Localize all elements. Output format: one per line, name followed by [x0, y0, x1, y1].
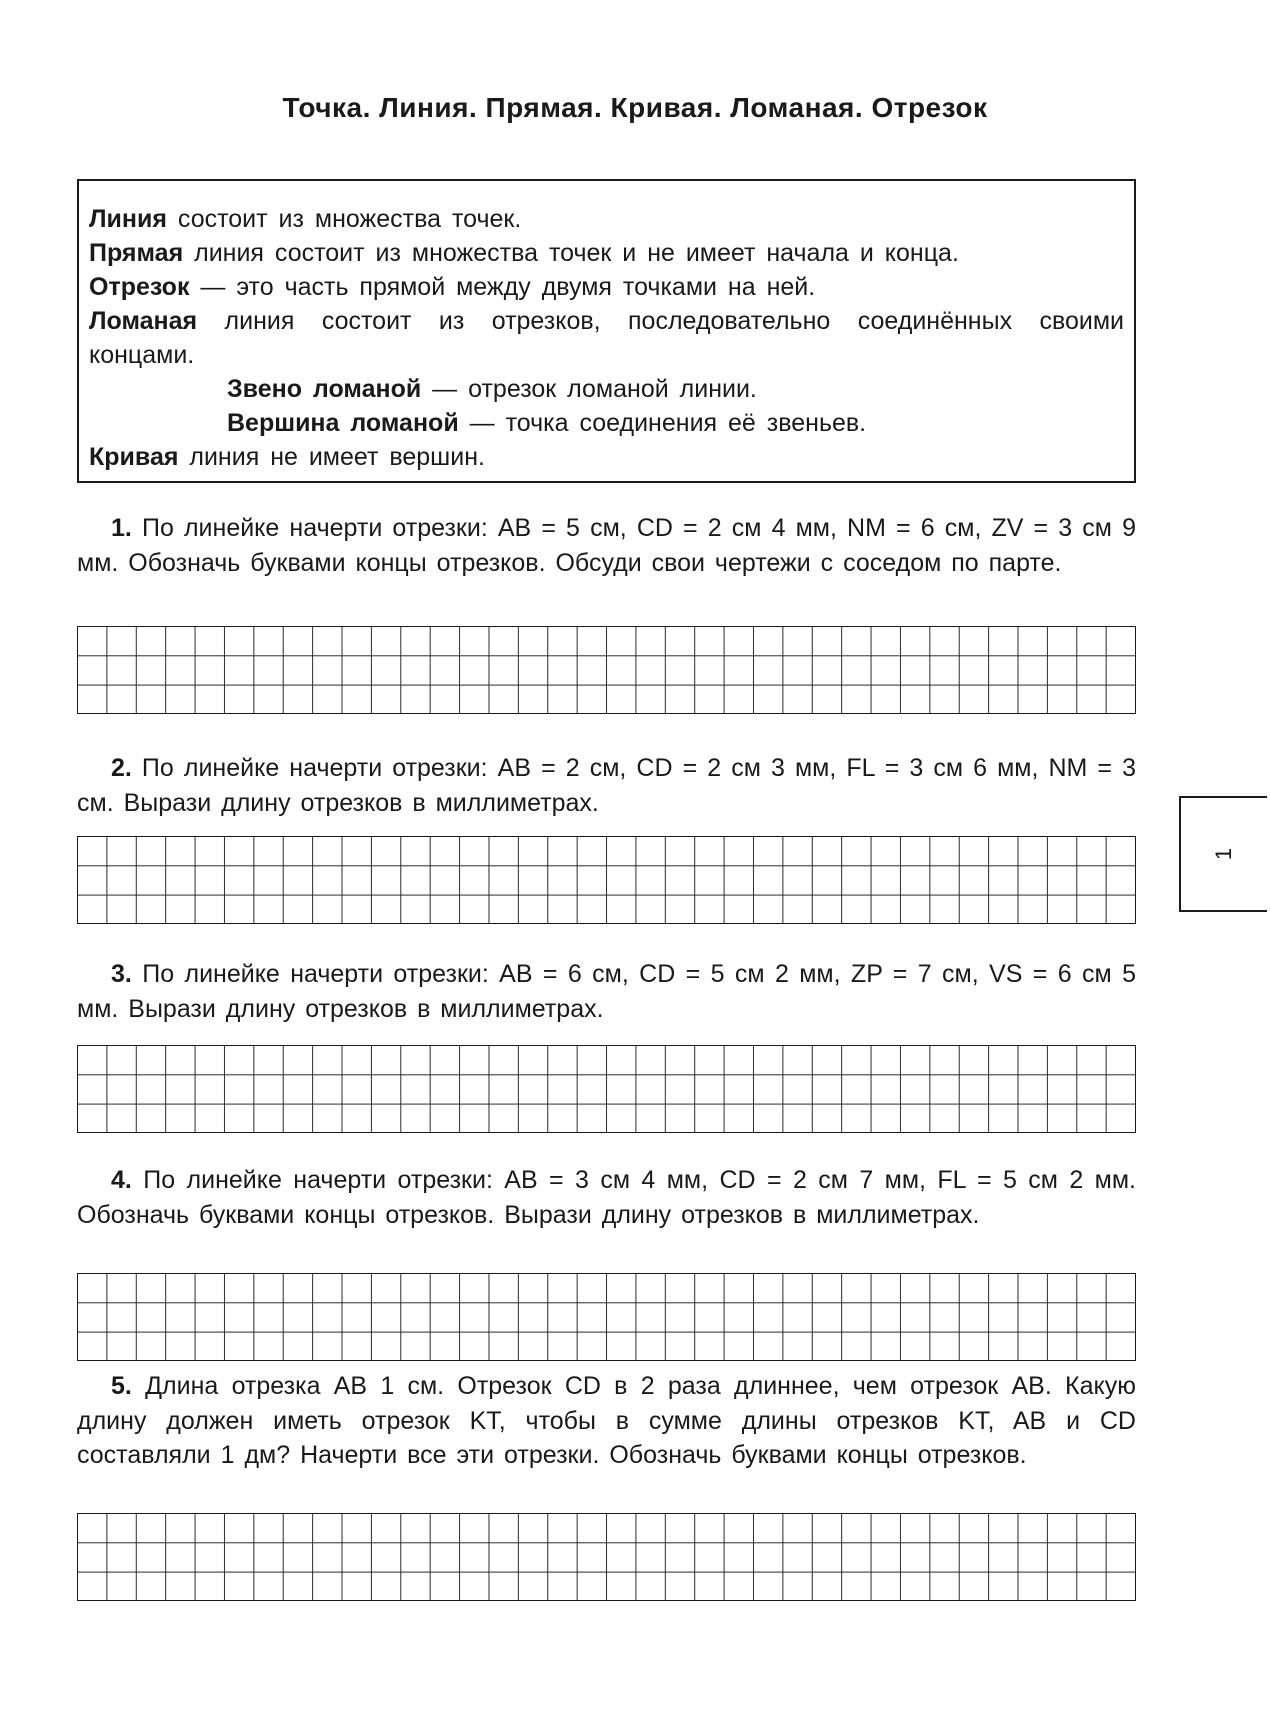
definition-term: Кривая [89, 443, 179, 471]
answer-grid-4[interactable] [77, 1273, 1136, 1361]
definition-line [89, 236, 1124, 270]
definition-line [89, 202, 1124, 236]
page-title: Точка. Линия. Прямая. Кривая. Ломаная. Отрезок [282, 92, 988, 123]
section-tab-label: 1 [1211, 847, 1236, 861]
definition-line [89, 372, 1124, 406]
answer-grid-5[interactable] [77, 1513, 1136, 1601]
task-1 [77, 511, 1136, 580]
definition-term: Отрезок [89, 273, 190, 301]
task-number: 1. [111, 514, 132, 542]
task-4 [77, 1163, 1136, 1232]
definition-term: Звено ломаной [227, 375, 422, 403]
task-number: 5. [111, 1372, 132, 1400]
task-text: По линейке начерти отрезки: AB = 6 см, CD = 5 см 2 мм, ZP = 7 см, VS = 6 см 5 мм. Вырази длину отрезков в миллиметрах. [77, 960, 1136, 1023]
task-text: Длина отрезка AB 1 см. Отрезок CD в 2 раза длиннее, чем отрезок AB. Какую длину должен иметь отрезок KT, чтобы в сумме длины отрезков KT, AB и CD составляли 1 дм? Начерти все эти отрезки. Обозначь буквами концы отрезков. [77, 1372, 1136, 1469]
definition-text: линия состоит из множества точек и не имеет начала и конца. [183, 239, 959, 267]
definition-line [89, 270, 1124, 304]
definition-text: линия не имеет вершин. [178, 443, 485, 471]
definition-line [89, 440, 1124, 474]
answer-grid-1[interactable] [77, 626, 1136, 714]
task-text: По линейке начерти отрезки: AB = 5 см, CD = 2 см 4 мм, NM = 6 см, ZV = 3 см 9 мм. Обозначь буквами концы отрезков. Обсуди свои чертежи с соседом по парте. [77, 514, 1136, 577]
definitions-box [77, 179, 1136, 483]
task-number: 3. [111, 960, 132, 988]
section-tab [1179, 796, 1267, 912]
definition-text: состоит из множества точек. [166, 205, 522, 233]
task-number: 2. [111, 754, 132, 782]
definition-line [89, 304, 1124, 372]
task-3 [77, 957, 1136, 1026]
definition-text: — это часть прямой между двумя точками на ней. [189, 273, 816, 301]
definition-term: Вершина ломаной [227, 409, 459, 437]
task-2 [77, 751, 1136, 820]
definition-text: — точка соединения её звеньев. [458, 409, 867, 437]
definition-term: Прямая [89, 239, 184, 267]
definition-line [89, 406, 1124, 440]
definition-text: линия состоит из отрезков, последовательно соединённых своими концами. [89, 307, 1124, 369]
definition-term: Ломаная [89, 307, 198, 335]
answer-grid-3[interactable] [77, 1045, 1136, 1133]
answer-grid-2[interactable] [77, 836, 1136, 924]
task-text: По линейке начерти отрезки: AB = 3 см 4 мм, CD = 2 см 7 мм, FL = 5 см 2 мм. Обозначь буквами концы отрезков. Вырази длину отрезков в миллиметрах. [77, 1166, 1136, 1229]
definition-term: Линия [89, 205, 167, 233]
task-5 [77, 1369, 1136, 1473]
definition-text: — отрезок ломаной линии. [421, 375, 757, 403]
task-text: По линейке начерти отрезки: AB = 2 см, CD = 2 см 3 мм, FL = 3 см 6 мм, NM = 3 см. Вырази длину отрезков в миллиметрах. [77, 754, 1136, 817]
task-number: 4. [111, 1166, 132, 1194]
